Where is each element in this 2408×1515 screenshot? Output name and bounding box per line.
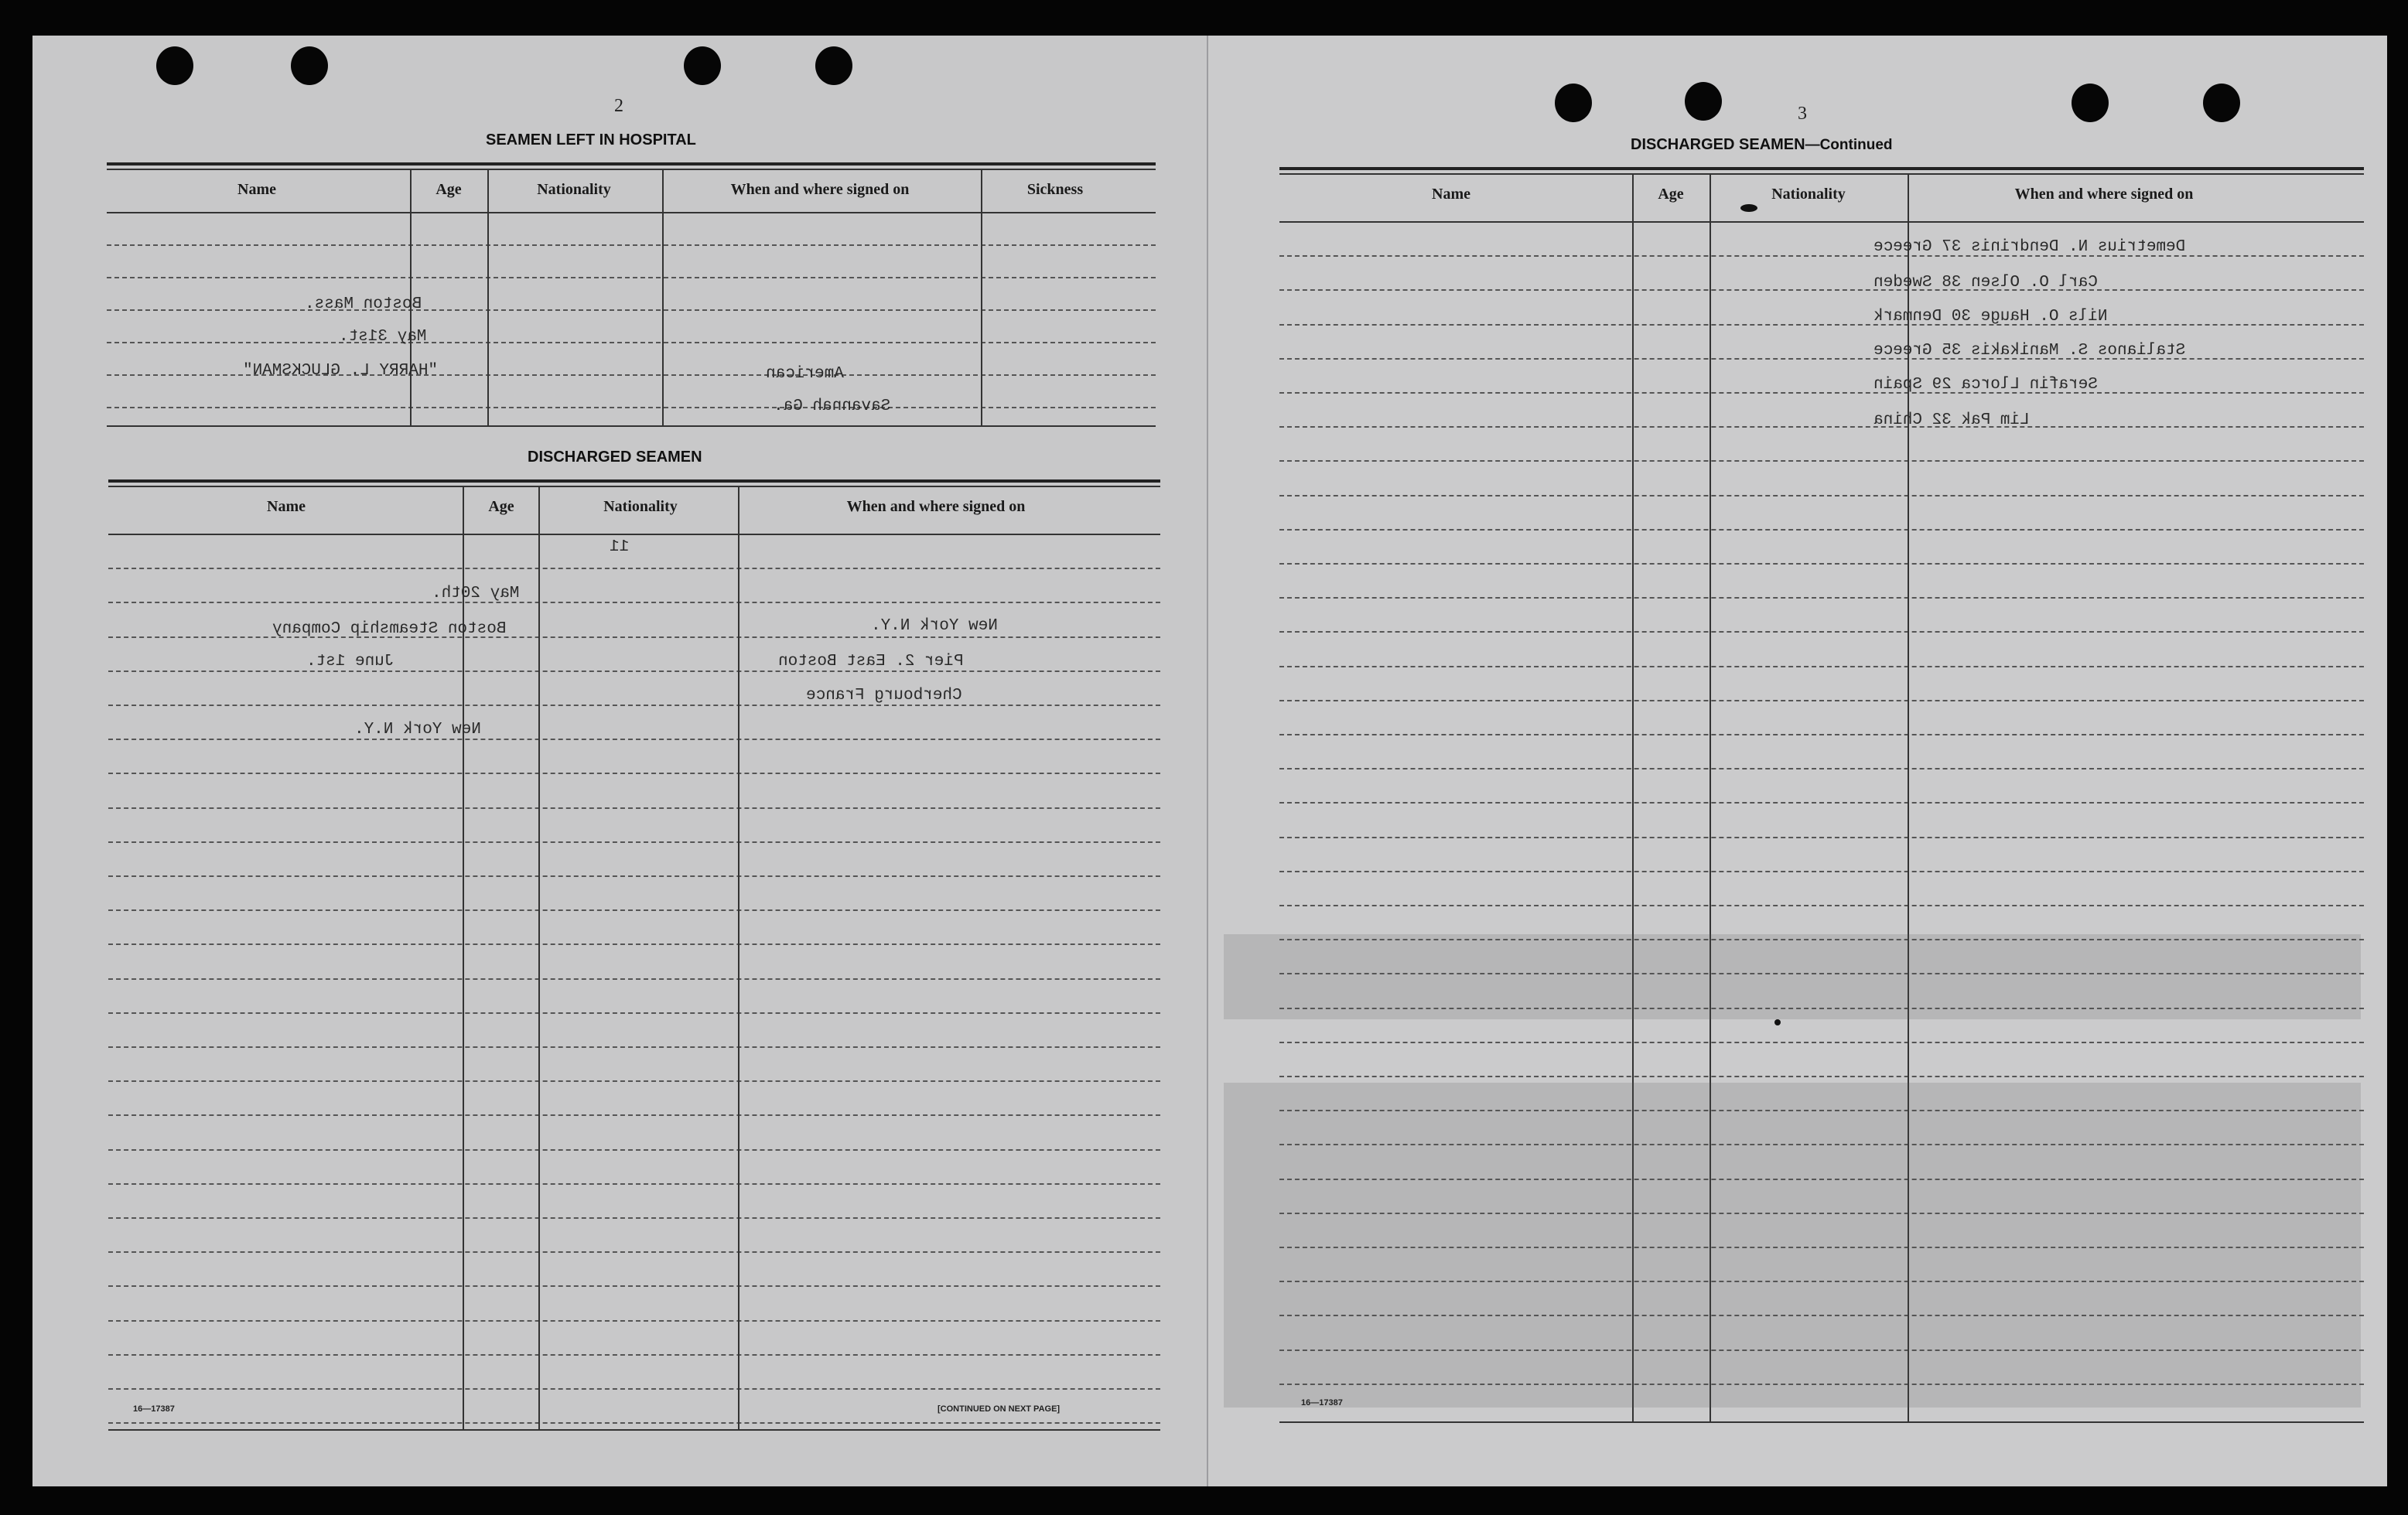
discharged-section-title: DISCHARGED SEAMEN [528,449,702,466]
punch-hole [1555,84,1592,122]
form-number: 16—17387 [1301,1398,1343,1408]
punch-hole [156,46,193,85]
row-line [108,943,1160,945]
row-line [1279,734,2364,735]
header-rule [107,162,1156,165]
col-header-sickness: Sickness [1026,181,1084,198]
row-line [1279,358,2364,360]
row-line [1279,871,2364,872]
page-number: 3 [1798,104,1807,124]
row-line [108,1354,1160,1356]
show-through-text: June 1st. [306,653,395,670]
row-line [108,1388,1160,1390]
show-through-text: 11 [610,538,630,556]
ink-mark [1774,1019,1781,1025]
row-line [1279,460,2364,462]
discharged-continued-title [1631,136,1893,154]
hospital-section-title: SEAMEN LEFT IN HOSPITAL [486,131,696,148]
row-line [1279,631,2364,633]
show-through-text: Cherbourg France [806,687,962,705]
row-line [108,1080,1160,1082]
col-header-age: Age [488,498,514,515]
show-through-text: May 31st. [339,328,427,346]
form-number: 16—17387 [133,1404,175,1414]
row-line [108,602,1160,603]
title-main: DISCHARGED SEAMEN [1631,136,1805,153]
row-line [1279,289,2364,291]
row-line [108,807,1160,809]
row-line [108,1149,1160,1151]
column-divider [662,169,664,425]
show-through-text: American [766,365,844,383]
row-line [108,1183,1160,1185]
col-header-age: Age [435,181,462,198]
row-line [1279,324,2364,326]
col-header-name: Name [237,181,276,198]
show-through-text: Demetrius N. Dendrinis 37 Greece [1873,238,2186,256]
row-line [1279,597,2364,599]
left-page [32,36,1208,1486]
row-line [108,1012,1160,1014]
row-line [108,875,1160,877]
ink-mark [1740,204,1757,212]
row-line [1279,905,2364,906]
continued-note: [CONTINUED ON NEXT PAGE] [938,1404,1061,1414]
col-header-name: Name [1432,186,1470,203]
row-line [1279,255,2364,257]
row-line [108,1422,1160,1424]
punch-hole [2203,84,2240,122]
row-line [108,739,1160,740]
show-through-text: May 20th. [432,585,520,602]
row-line [108,705,1160,706]
row-line [1279,426,2364,428]
show-through-text: Stalianos S. Manikakis 35 Greece [1873,342,2186,360]
row-line [108,978,1160,980]
show-through-text: Savannah Ga. [774,398,891,415]
page-number: 2 [614,96,623,116]
row-line [108,1285,1160,1287]
row-line [1279,563,2364,565]
punch-hole [1685,82,1722,121]
col-header-name: Name [267,498,306,515]
row-line [108,670,1160,672]
header-rule [107,169,1156,170]
row-line [1279,1076,2364,1077]
show-through-text: Pier 2. East Boston [778,653,964,670]
show-through-text: Nils O. Hauge 30 Denmark [1873,308,2108,326]
row-line [1279,802,2364,804]
show-through-text: Boston Steamship Company [272,620,507,638]
row-line [1279,529,2364,531]
row-line [1279,392,2364,394]
table-bottom-rule [1279,1421,2364,1423]
punch-hole [291,46,328,85]
show-through-text: New York N.Y. [354,721,481,739]
header-rule [108,479,1160,483]
column-divider [487,169,489,425]
row-line [1279,666,2364,667]
punch-hole [684,46,721,85]
row-line [108,1251,1160,1253]
col-header-signed-on: When and where signed on [2014,186,2194,203]
col-header-signed-on: When and where signed on [846,498,1026,515]
punch-hole [2072,84,2109,122]
row-line [1279,1042,2364,1043]
show-through-text: Carl O. Olsen 38 Sweden [1873,274,2098,292]
row-line [108,1114,1160,1116]
show-through-text: Boston Mass. [305,295,422,313]
row-line [108,568,1160,569]
table-bottom-rule [108,1429,1160,1431]
show-through-text: "HARRY L. GLUCKSMAN" [243,362,439,380]
right-page [1208,36,2387,1486]
col-header-nationality: Nationality [603,498,678,515]
row-line [1279,768,2364,769]
show-through-text: Lim Pak 32 China [1873,411,2030,429]
row-line [108,841,1160,843]
col-header-age: Age [1658,186,1684,203]
header-rule [108,486,1160,487]
column-divider [981,169,982,425]
row-line [1279,700,2364,701]
row-line [108,636,1160,638]
col-header-nationality: Nationality [537,181,611,198]
row-line [108,1046,1160,1048]
header-rule [1279,173,2364,175]
row-line [1279,837,2364,838]
show-through-text: New York N.Y. [871,617,998,635]
show-through-paragraph [1224,1083,2361,1408]
title-suffix: —Continued [1805,137,1893,153]
column-divider [738,486,739,1431]
row-line [108,1320,1160,1322]
discharged-rows [108,534,1160,1423]
hospital-rows [107,212,1156,459]
show-through-paragraph [1224,934,2361,1019]
col-header-nationality: Nationality [1771,186,1846,203]
row-line [108,1217,1160,1219]
header-rule [1279,167,2364,170]
punch-hole [815,46,852,85]
row-line [1279,495,2364,496]
col-header-signed-on: When and where signed on [730,181,910,198]
column-divider [538,486,540,1431]
show-through-text: Serafin Llorca 29 Spain [1873,376,2098,394]
row-line [108,909,1160,911]
row-line [108,773,1160,774]
